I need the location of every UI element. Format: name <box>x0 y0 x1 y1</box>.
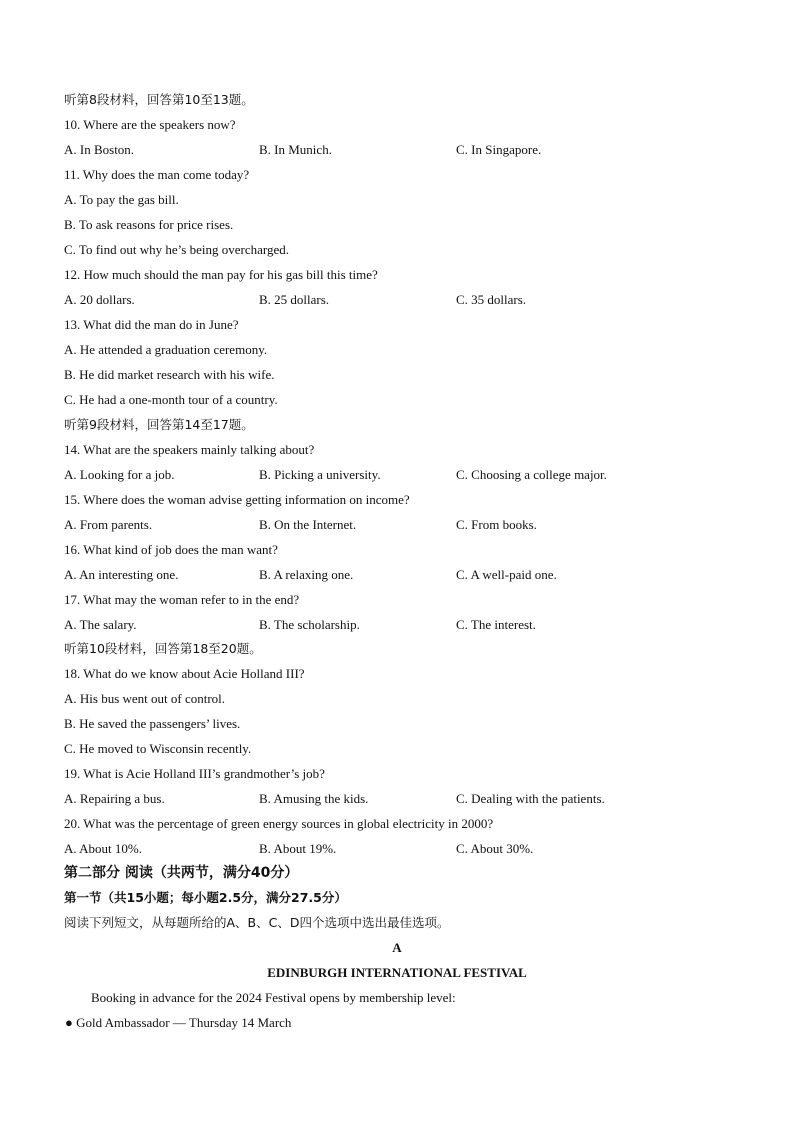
question-11: 11. Why does the man come today? <box>64 167 250 182</box>
option-a: A. From parents. <box>64 517 153 532</box>
listening-section-10-heading: 听第10段材料，回答第18至20题。 <box>64 641 262 656</box>
question-18: 18. What do we know about Acie Holland III? <box>64 666 305 681</box>
section-one-heading: 第一节（共15小题；每小题2.5分，满分27.5分） <box>64 890 347 905</box>
question-19: 19. What is Acie Holland III’s grandmother’s job? <box>64 766 325 781</box>
passage-title: EDINBURGH INTERNATIONAL FESTIVAL <box>267 965 527 980</box>
option-b: B. Amusing the kids. <box>259 791 369 806</box>
question-13: 13. What did the man do in June? <box>64 317 239 332</box>
reading-instructions: 阅读下列短文，从每题所给的A、B、C、D四个选项中选出最佳选项。 <box>64 915 450 930</box>
question-17: 17. What may the woman refer to in the end? <box>64 592 300 607</box>
option-c: C. He had a one-month tour of a country. <box>64 392 278 407</box>
question-12: 12. How much should the man pay for his gas bill this time? <box>64 267 378 282</box>
option-b: B. He saved the passengers’ lives. <box>64 716 241 731</box>
option-a: A. To pay the gas bill. <box>64 192 179 207</box>
option-b: B. A relaxing one. <box>259 567 354 582</box>
option-c: C. To find out why he’s being overcharged. <box>64 242 289 257</box>
question-10: 10. Where are the speakers now? <box>64 117 236 132</box>
option-c: C. From books. <box>456 517 537 532</box>
part-two-heading: 第二部分 阅读（共两节，满分40分） <box>64 865 299 881</box>
option-c: C. In Singapore. <box>456 142 542 157</box>
option-a: A. In Boston. <box>64 142 135 157</box>
option-b: B. 25 dollars. <box>259 292 330 307</box>
question-15: 15. Where does the woman advise getting information on income? <box>64 492 410 507</box>
option-a: A. Looking for a job. <box>64 467 175 482</box>
passage-letter: A <box>392 940 402 955</box>
option-a: A. Repairing a bus. <box>64 791 165 806</box>
passage-paragraph: Booking in advance for the 2024 Festival opens by membership level: <box>91 990 456 1005</box>
option-b: B. On the Internet. <box>259 517 357 532</box>
option-c: C. He moved to Wisconsin recently. <box>64 741 252 756</box>
listening-section-9-heading: 听第9段材料，回答第14至17题。 <box>64 417 254 432</box>
option-a: A. About 10%. <box>64 841 142 856</box>
question-20: 20. What was the percentage of green energy sources in global electricity in 2000? <box>64 816 494 831</box>
option-a: A. An interesting one. <box>64 567 179 582</box>
option-b: B. The scholarship. <box>259 617 360 632</box>
option-b: B. In Munich. <box>259 142 332 157</box>
option-c: C. 35 dollars. <box>456 292 527 307</box>
listening-section-8-heading: 听第8段材料，回答第10至13题。 <box>64 92 254 107</box>
option-a: A. The salary. <box>64 617 137 632</box>
question-16: 16. What kind of job does the man want? <box>64 542 278 557</box>
option-a: A. 20 dollars. <box>64 292 135 307</box>
passage-bullet-item: ● Gold Ambassador — Thursday 14 March <box>65 1015 292 1030</box>
option-c: C. Dealing with the patients. <box>456 791 605 806</box>
option-b: B. Picking a university. <box>259 467 381 482</box>
option-c: C. The interest. <box>456 617 536 632</box>
option-b: B. About 19%. <box>259 841 337 856</box>
question-14: 14. What are the speakers mainly talking about? <box>64 442 315 457</box>
option-c: C. About 30%. <box>456 841 534 856</box>
option-a: A. He attended a graduation ceremony. <box>64 342 268 357</box>
option-c: C. Choosing a college major. <box>456 467 607 482</box>
option-b: B. To ask reasons for price rises. <box>64 217 234 232</box>
option-a: A. His bus went out of control. <box>64 691 226 706</box>
option-b: B. He did market research with his wife. <box>64 367 275 382</box>
option-c: C. A well-paid one. <box>456 567 557 582</box>
